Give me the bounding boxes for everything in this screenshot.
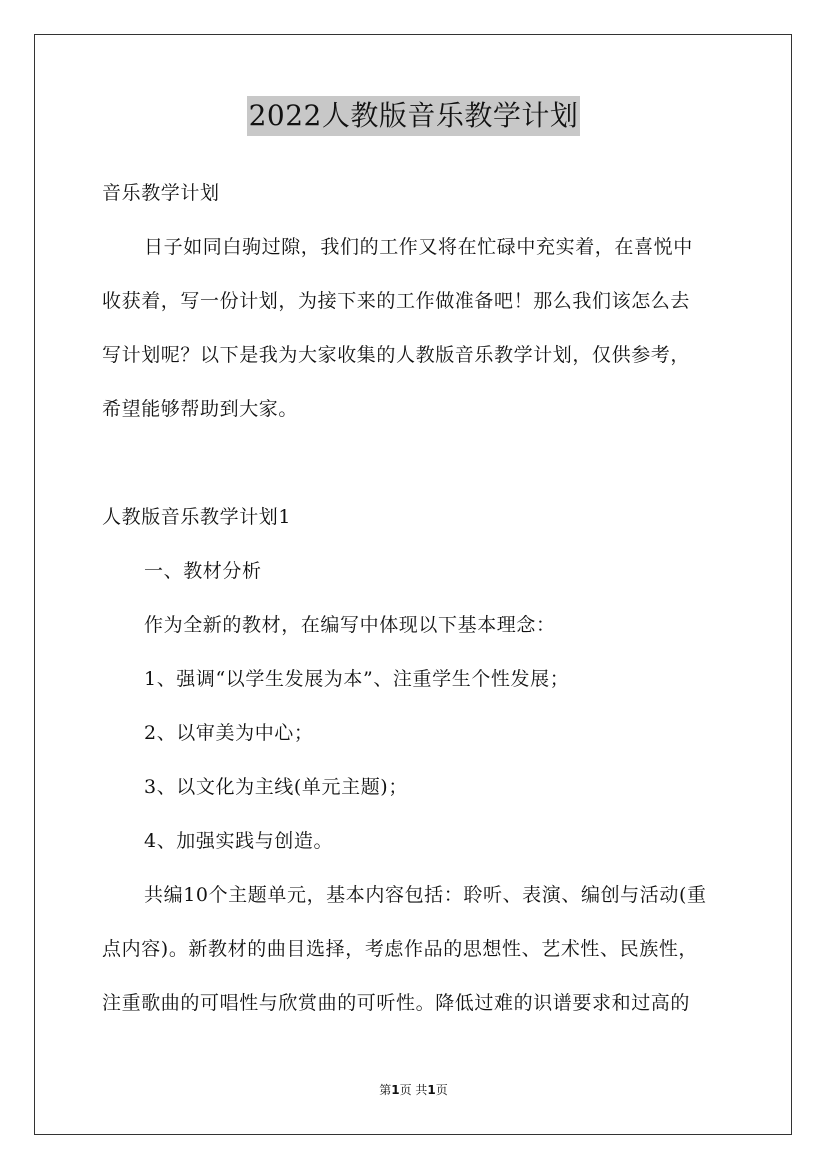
- page-mid: 页 共: [399, 1083, 428, 1097]
- body-line-2: 1、强调“以学生发展为本”、注重学生个性发展；: [144, 668, 570, 690]
- section-heading: 人教版音乐教学计划1: [102, 506, 292, 528]
- subtitle: 音乐教学计划: [102, 182, 220, 204]
- page-total: 1: [427, 1083, 436, 1097]
- page-suffix: 页: [435, 1083, 448, 1097]
- body-line-8: 注重歌曲的可唱性与欣赏曲的可听性。降低过难的识谱要求和过高的: [102, 992, 691, 1014]
- body-line-6: 共编10个主题单元，基本内容包括：聆听、表演、编创与活动(重: [144, 884, 707, 906]
- body-line-1: 作为全新的教材，在编写中体现以下基本理念：: [144, 614, 556, 636]
- body-line-5: 4、加强实践与创造。: [144, 830, 334, 852]
- intro-line-2: 收获着，写一份计划，为接下来的工作做准备吧！那么我们该怎么去: [102, 290, 691, 312]
- intro-line-4: 希望能够帮助到大家。: [102, 398, 299, 420]
- page-current: 1: [391, 1083, 400, 1097]
- page-footer: [0, 1082, 827, 1098]
- body-line-3: 2、以审美为中心；: [144, 722, 314, 744]
- subsection-heading: 一、教材分析: [144, 560, 262, 582]
- body-line-7: 点内容)。新教材的曲目选择，考虑作品的思想性、艺术性、民族性，: [102, 938, 699, 960]
- page-prefix: 第: [379, 1083, 392, 1097]
- intro-line-1: 日子如同白驹过隙，我们的工作又将在忙碌中充实着，在喜悦中: [144, 236, 693, 258]
- intro-line-3: 写计划呢？以下是我为大家收集的人教版音乐教学计划，仅供参考，: [102, 344, 691, 366]
- title-container: [0, 96, 827, 136]
- body-line-4: 3、以文化为主线(单元主题)；: [144, 776, 408, 798]
- document-title: 2022人教版音乐教学计划: [247, 96, 581, 136]
